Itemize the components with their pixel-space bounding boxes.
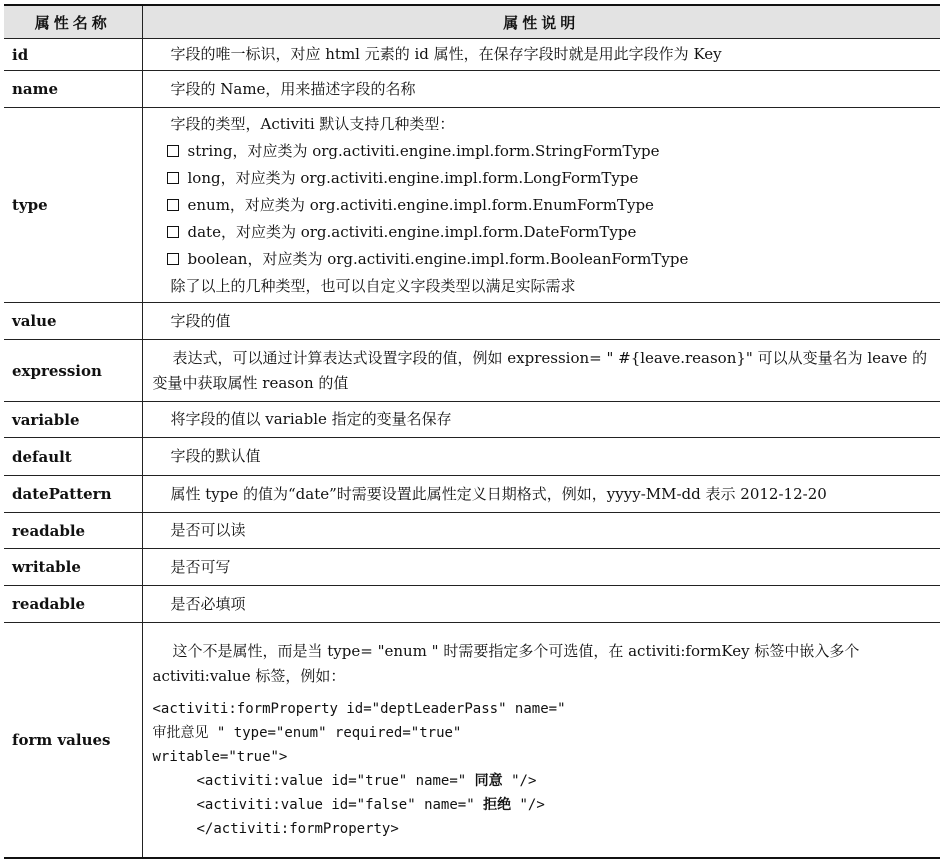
table-row <box>4 549 940 586</box>
property-name: type <box>4 108 142 303</box>
property-name: form values <box>4 623 142 859</box>
table-row <box>4 340 940 402</box>
property-desc: 字段的值 <box>142 303 940 340</box>
property-desc: 将字段的值以 variable 指定的变量名保存 <box>142 402 940 438</box>
type-intro: 字段的类型，Activiti 默认支持几种类型： <box>170 114 455 133</box>
table-row <box>4 303 940 340</box>
property-desc: 字段的唯一标识，对应 html 元素的 id 属性，在保存字段时就是用此字段作为 Key <box>142 39 940 71</box>
checkbox-icon <box>167 172 179 184</box>
table-row <box>4 623 940 859</box>
list-item: boolean，对应类为 org.activiti.engine.impl.form.BooleanFormType <box>171 246 935 273</box>
property-desc: 是否必填项 <box>142 586 940 623</box>
table-row <box>4 586 940 623</box>
table-row <box>4 108 940 303</box>
property-desc <box>142 108 940 303</box>
property-desc: 是否可写 <box>142 549 940 586</box>
table-header-row <box>4 5 940 39</box>
property-name: datePattern <box>4 476 142 513</box>
header-property-name: 属性名称 <box>4 5 142 39</box>
code-line: 审批意见 " type="enum" required="true" <box>152 725 462 741</box>
code-line: </activiti:formProperty> <box>196 821 399 837</box>
table-row <box>4 476 940 513</box>
list-item: enum，对应类为 org.activiti.engine.impl.form.EnumFormType <box>171 192 935 219</box>
type-outro: 除了以上的几种类型，也可以自定义字段类型以满足实际需求 <box>170 276 576 295</box>
checkbox-icon <box>167 226 179 238</box>
property-name: variable <box>4 402 142 438</box>
property-desc: 是否可以读 <box>142 513 940 549</box>
property-name: expression <box>4 340 142 402</box>
table-row <box>4 513 940 549</box>
form-values-desc: 这个不是属性，而是当 type= "enum " 时需要指定多个可选值，在 activiti:formKey 标签中嵌入多个 activiti:value 标签，例如： <box>152 642 860 685</box>
code-line: <activiti:value id="false" name=" 拒绝 "/> <box>196 797 545 813</box>
property-table <box>4 4 940 859</box>
code-line: writable="true"> <box>152 749 288 765</box>
list-item: string，对应类为 org.activiti.engine.impl.form.StringFormType <box>171 138 935 165</box>
code-line: <activiti:formProperty id="deptLeaderPass" name=" <box>152 701 566 717</box>
property-desc: 字段的 Name，用来描述字段的名称 <box>142 71 940 108</box>
property-name: writable <box>4 549 142 586</box>
table-row <box>4 438 940 476</box>
property-name: name <box>4 71 142 108</box>
table-row <box>4 402 940 438</box>
property-desc: 字段的默认值 <box>142 438 940 476</box>
property-name: readable <box>4 586 142 623</box>
list-item: long，对应类为 org.activiti.engine.impl.form.LongFormType <box>171 165 935 192</box>
property-name: readable <box>4 513 142 549</box>
property-name: id <box>4 39 142 71</box>
checkbox-icon <box>167 253 179 265</box>
property-name: default <box>4 438 142 476</box>
list-item: date，对应类为 org.activiti.engine.impl.form.DateFormType <box>171 219 935 246</box>
table-row <box>4 71 940 108</box>
code-line: <activiti:value id="true" name=" 同意 "/> <box>196 773 537 789</box>
header-property-desc: 属性说明 <box>142 5 940 39</box>
property-name: value <box>4 303 142 340</box>
checkbox-icon <box>167 145 179 157</box>
table-row <box>4 39 940 71</box>
property-desc: 属性 type 的值为“date”时需要设置此属性定义日期格式，例如，yyyy-MM-dd 表示 2012-12-20 <box>142 476 940 513</box>
property-desc <box>142 623 940 859</box>
code-block <box>153 697 935 841</box>
checkbox-icon <box>167 199 179 211</box>
property-desc: 表达式，可以通过计算表达式设置字段的值，例如 expression= " #{leave.reason}" 可以从变量名为 leave 的变量中获取属性 reason 的值 <box>142 340 940 402</box>
